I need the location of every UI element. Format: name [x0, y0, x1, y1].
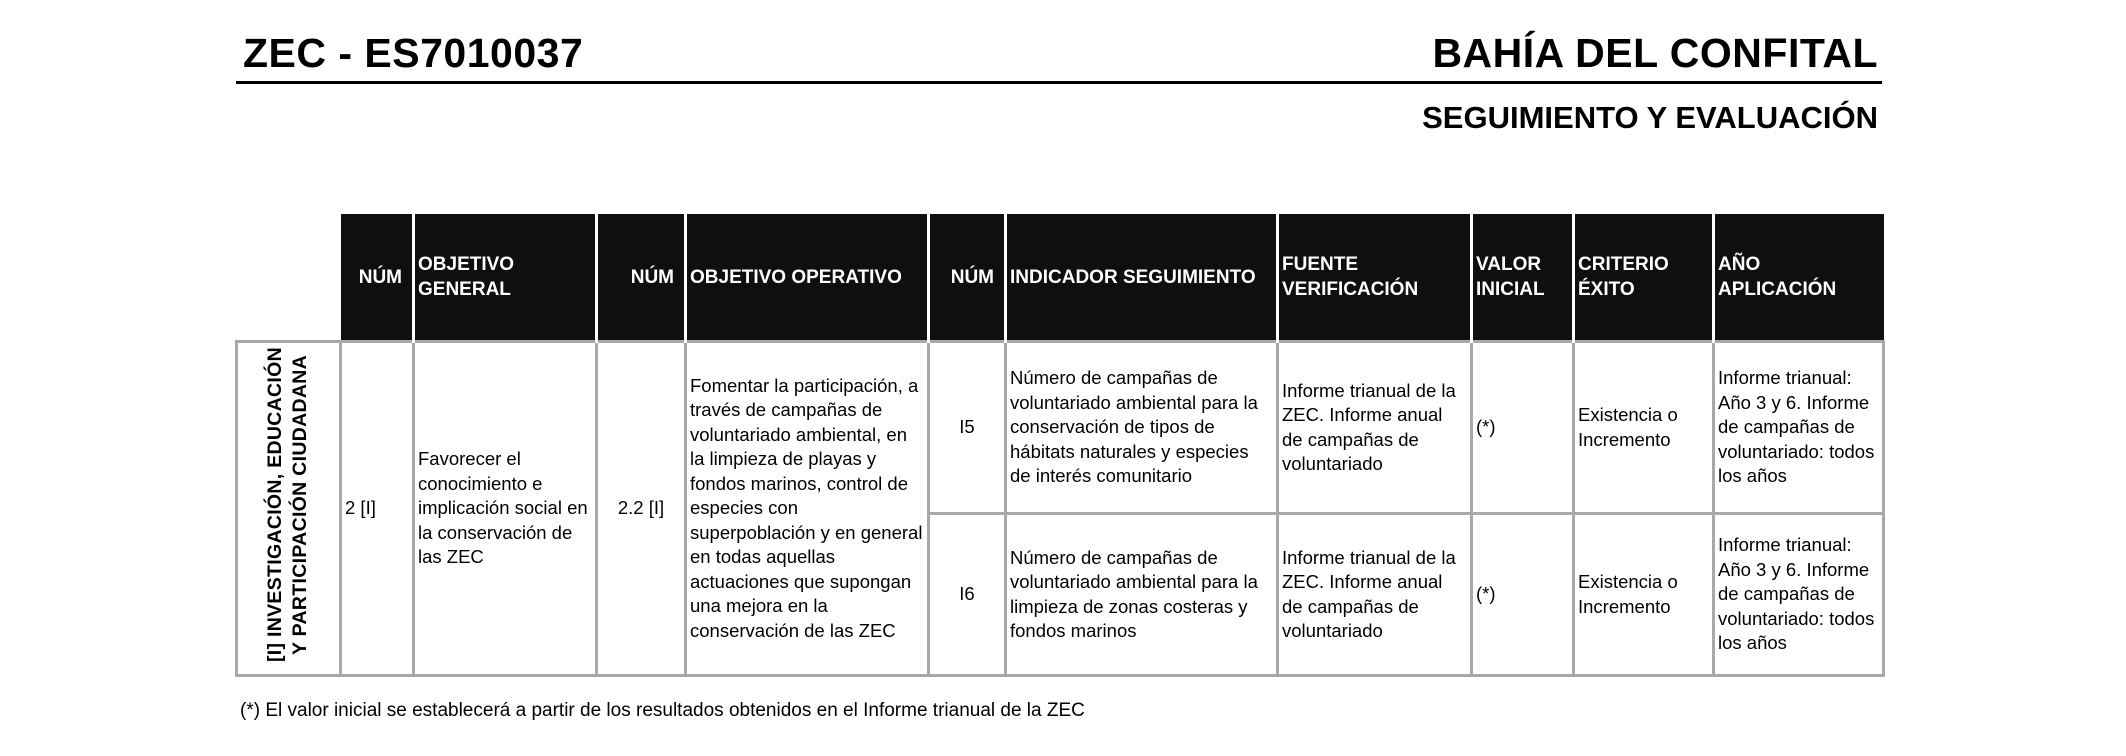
operative-objective-cell: Fomentar la participación, a través de campañas de voluntariado ambiental, en la limpieza de playas y fondos marinos, control de especies con superpoblación y en general en todas aquellas actuaciones que supongan una mejora en la conservación de las ZEC: [686, 342, 929, 676]
table-row: [237, 342, 1884, 514]
col-header-num-operative: NÚM: [597, 214, 686, 342]
operative-num-cell: 2.2 [I]: [597, 342, 686, 676]
general-num-cell: 2 [I]: [341, 342, 414, 676]
col-header-num-general: NÚM: [341, 214, 414, 342]
source-cell: Informe trianual de la ZEC. Informe anual de campañas de voluntariado: [1278, 342, 1472, 514]
indicator-cell: Número de campañas de voluntariado ambiental para la limpieza de zonas costeras y fondos marinos: [1006, 514, 1278, 676]
general-objective-cell: Favorecer el conocimiento e implicación social en la conservación de las ZEC: [414, 342, 597, 676]
source-cell: Informe trianual de la ZEC. Informe anual de campañas de voluntariado: [1278, 514, 1472, 676]
section-subtitle: SEGUIMIENTO Y EVALUACIÓN: [1422, 100, 1878, 135]
col-header-general-objective: OBJETIVO GENERAL: [414, 214, 597, 342]
zec-code-title: ZEC - ES7010037: [243, 30, 584, 76]
section-label-cell: [237, 342, 341, 676]
col-header-indicator: INDICADOR SEGUIMIENTO: [1006, 214, 1278, 342]
site-name-title: BAHÍA DEL CONFITAL: [1432, 30, 1878, 76]
header-corner: [237, 214, 341, 342]
indicator-num-cell: I5: [929, 342, 1006, 514]
application-year-cell: Informe trianual: Año 3 y 6. Informe de campañas de voluntariado: todos los años: [1714, 514, 1884, 676]
col-header-application-year: AÑO APLICACIÓN: [1714, 214, 1884, 342]
col-header-source: FUENTE VERIFICACIÓN: [1278, 214, 1472, 342]
col-header-operative-objective: OBJETIVO OPERATIVO: [686, 214, 929, 342]
col-header-initial-value: VALOR INICIAL: [1472, 214, 1574, 342]
col-header-num-indicator: NÚM: [929, 214, 1006, 342]
success-criteria-cell: Existencia o Incremento: [1574, 514, 1714, 676]
application-year-cell: Informe trianual: Año 3 y 6. Informe de campañas de voluntariado: todos los años: [1714, 342, 1884, 514]
table-header-row: [237, 214, 1884, 342]
initial-value-cell: (*): [1472, 342, 1574, 514]
header-divider: [236, 81, 1882, 84]
success-criteria-cell: Existencia o Incremento: [1574, 342, 1714, 514]
initial-value-cell: (*): [1472, 514, 1574, 676]
indicator-cell: Número de campañas de voluntariado ambiental para la conservación de tipos de hábitats naturales y especies de interés comunitario: [1006, 342, 1278, 514]
footnote: (*) El valor inicial se establecerá a partir de los resultados obtenidos en el Informe trianual de la ZEC: [240, 700, 1085, 721]
indicator-num-cell: I6: [929, 514, 1006, 676]
col-header-success-criteria: CRITERIO ÉXITO: [1574, 214, 1714, 342]
monitoring-table: [235, 214, 1885, 677]
section-label: [I] INVESTIGACIÓN, EDUCACIÓN Y PARTICIPACIÓN CIUDADANA: [263, 347, 311, 663]
